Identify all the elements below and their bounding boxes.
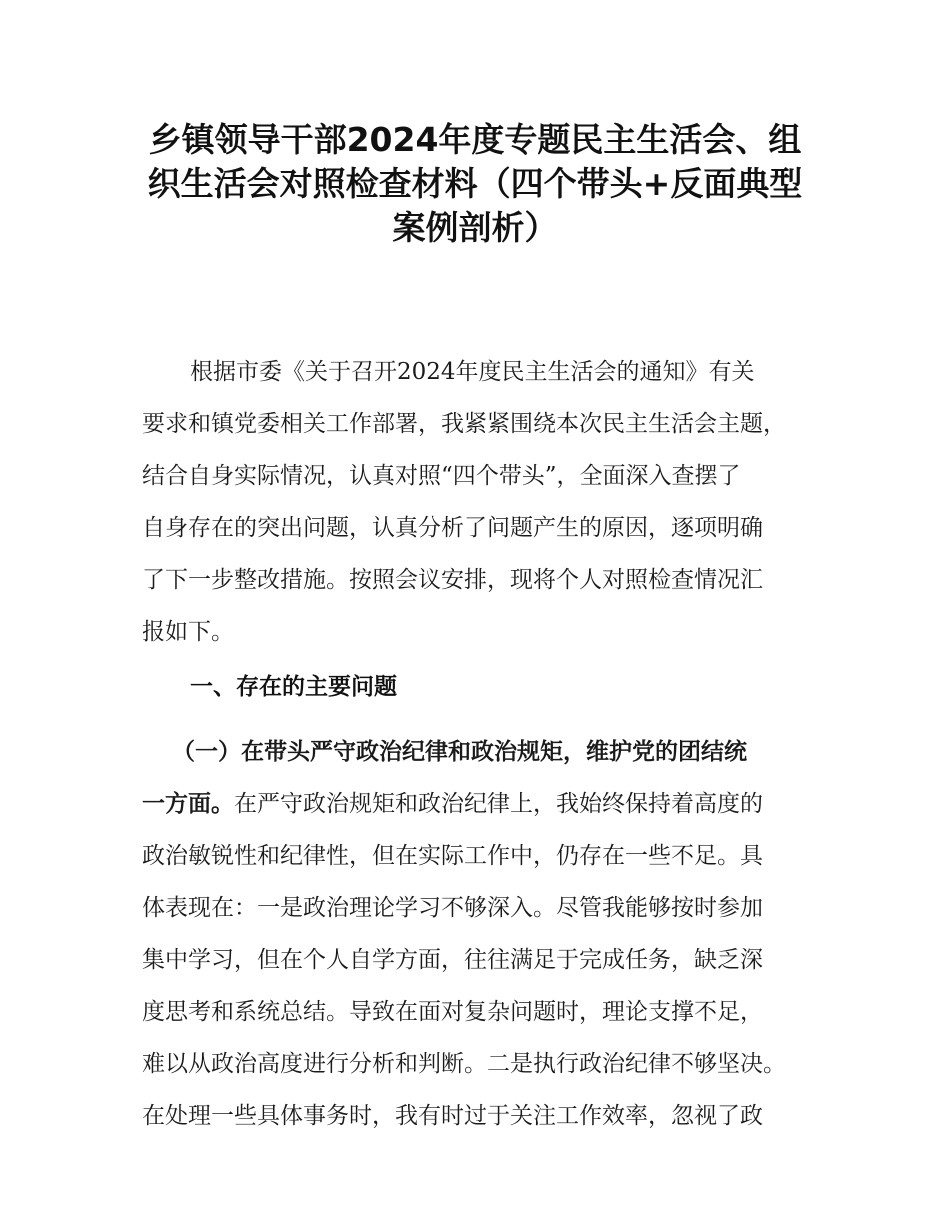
text-line: 度思考和系统总结。导致在面对复杂问题时，理论支撑不足， [142, 999, 763, 1025]
text-line: 集中学习，但在个人自学方面，往往满足于完成任务，缺乏深 [142, 947, 763, 973]
section-heading: 一、存在的主要问题 [190, 674, 397, 700]
text-line: 结合自身实际情况，认真对照“四个带头”，全面深入查摆了 [142, 463, 741, 489]
text-segment: 在严守政治规矩和政治纪律上，我始终保持着高度的 [234, 791, 763, 817]
subsection-heading-end: 一方面。 [142, 791, 234, 817]
text-line: 报如下。 [142, 619, 234, 645]
title-line: 织生活会对照检查材料（四个带头+反面典型 [147, 164, 803, 203]
text-line: 自身存在的突出问题，认真分析了问题产生的原因，逐项明确 [142, 515, 763, 541]
title-line: 乡镇领导干部2024年度专题民主生活会、组 [148, 120, 802, 159]
text-line: 了下一步整改措施。按照会议安排，现将个人对照检查情况汇 [142, 567, 763, 593]
text-line: 难以从政治高度进行分析和判断。二是执行政治纪律不够坚决。 [142, 1051, 786, 1077]
subsection-heading-line: （一）在带头严守政治纪律和政治规矩，维护党的团结统 [172, 739, 747, 765]
intro-paragraph [142, 346, 832, 658]
document-title [140, 118, 810, 250]
subsection-paragraph [142, 726, 832, 1142]
text-line: 根据市委《关于召开2024年度民主生活会的通知》有关 [190, 359, 755, 385]
text-line: 体表现在：一是政治理论学习不够深入。尽管我能够按时参加 [142, 895, 763, 921]
text-line: 要求和镇党委相关工作部署，我紧紧围绕本次民主生活会主题， [142, 411, 786, 437]
title-line: 案例剖析） [392, 208, 558, 247]
text-line: 在处理一些具体事务时，我有时过于关注工作效率，忽视了政 [142, 1103, 763, 1129]
text-line [142, 778, 832, 830]
text-line: 政治敏锐性和纪律性，但在实际工作中，仍存在一些不足。具 [142, 843, 763, 869]
